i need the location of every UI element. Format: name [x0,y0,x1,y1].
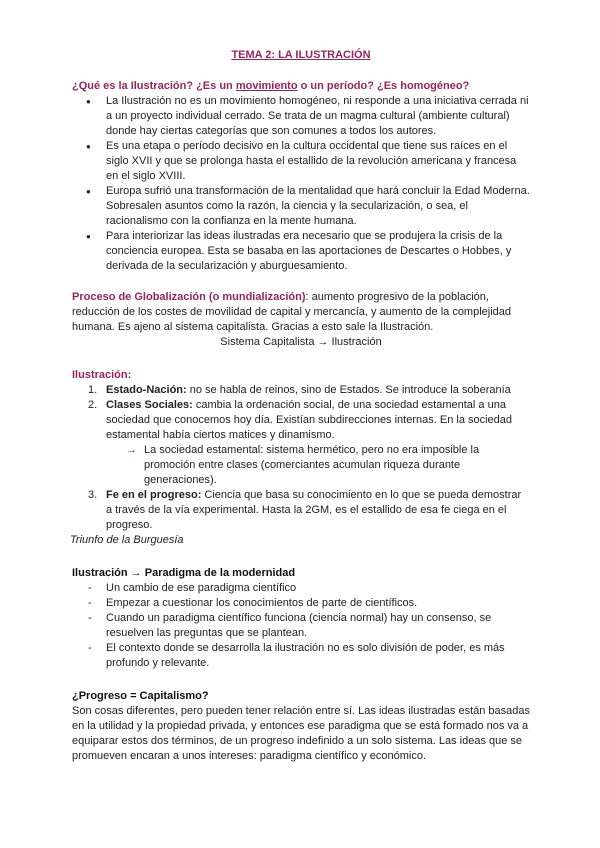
section2-heading: Proceso de Globalización (o mundialización) [72,291,306,303]
section1-heading-pre: ¿Qué es la Ilustración? ¿Es un [72,80,236,92]
section1-heading-underlined: movimiento [235,80,298,92]
arrow-icon: → [126,444,137,456]
section5-paragraph: Son cosas diferentes, pero pueden tener relación entre sí. Las ideas ilustradas están basadas en la utilidad y la propiedad privada, y entonces ese paradigma que se está formado nos va a equiparar estos dos términos, de un progreso indefinido a un solo sistema. Las ideas que se promueven encaran a unos intereses: paradigma científico y económico. [72,705,531,762]
sub-item-text: La sociedad estamental: sistema hermético, pero no era imposible la promoción entre clases (comerciantes acumulan riqueza durante generaciones). [144,444,480,486]
list-item: - Cuando un paradigma científico funciona (ciencia normal) hay un consenso, se resuelven las preguntas que se plantean. [106,611,530,641]
item-term: Clases Sociales: [106,399,193,411]
italic-note: Triunfo de la Burguesía [70,534,184,546]
list-item: ● Europa sufrió una transformación de la mentalidad que hará concluir la Edad Moderna. Sobresalen asuntos como la razón, la ciencia y la secularización, o sea, el racionalismo con la confianza en la mente humana. [106,184,530,229]
list-item [88,383,530,398]
list-item: - Un cambio de ese paradigma científico [106,581,530,596]
item-term: Fe en el progreso: [106,489,202,501]
sub-item [106,443,530,488]
item-number: 1. [88,384,98,396]
item-number: 2. [88,399,98,411]
section5-heading: ¿Progreso = Capitalismo? [72,690,209,702]
section2-colon: : [305,291,309,303]
section3-numbered-list [72,383,530,533]
list-item: ● Para interiorizar las ideas ilustradas era necesario que se produjera la crisis de la conciencia europea. Esta se basaba en las aportaciones de Descartes o Hobbes, y derivada de la secularización y aburguesamiento. [106,229,530,274]
list-item: - Empezar a cuestionar los conocimientos de parte de científicos. [106,596,530,611]
section2-paragraph [72,290,530,335]
item-number: 3. [88,489,98,501]
section2-centered-line: Sistema Capitalista → Ilustración [220,336,382,348]
section4-heading: Ilustración → Paradigma de la modernidad [72,567,296,579]
item-text: cambia la ordenación social, de una sociedad estamental a una sociedad que conocemos hoy día. Existían subdirecciones internas. En la sociedad estamental había ciertos matices y dinamismo. [106,399,513,441]
section1-heading-post: o un período? ¿Es homogéneo? [297,80,470,92]
section1-heading [72,79,530,94]
item-term: Estado-Nación: [106,384,187,396]
item-text: Ciencia que basa su conocimiento en lo que se pueda demostrar a través de la vía experimental. Hasta la 2GM, es el estallido de esa fe ciega en el progreso. [106,489,522,531]
section3-heading: Ilustración: [72,369,132,381]
list-item [88,488,530,533]
section2-text: aumento progresivo de la población, reducción de los costes de movilidad de capital y mercancía, y aumento de la complejidad humana. Es ajeno al sistema capitalista. Gracias a esto sale la Ilustración. [72,291,512,333]
item-text: no se habla de reinos, sino de Estados. Se introduce la soberanía [186,384,511,396]
section1-bullet-list [72,94,530,274]
list-item: ● La Ilustración no es un movimiento homogéneo, ni responde a una iniciativa cerrada ni a un proyecto individual cerrado. Se trata de un magma cultural (ambiente cultural) donde hay ciertas categorías que son comunes a todos los autores. [106,94,530,139]
document-title: TEMA 2: LA ILUSTRACIÓN [231,49,371,61]
list-item: ● Es una etapa o período decisivo en la cultura occidental que tiene sus raíces en el siglo XVII y que se prolonga hasta el estallido de la revolución americana y francesa en el siglo XVIII. [106,139,530,184]
section4-dash-list [72,581,530,671]
list-item: - El contexto donde se desarrolla la ilustración no es solo división de poder, es más profundo y relevante. [106,641,530,671]
list-item [88,398,530,488]
